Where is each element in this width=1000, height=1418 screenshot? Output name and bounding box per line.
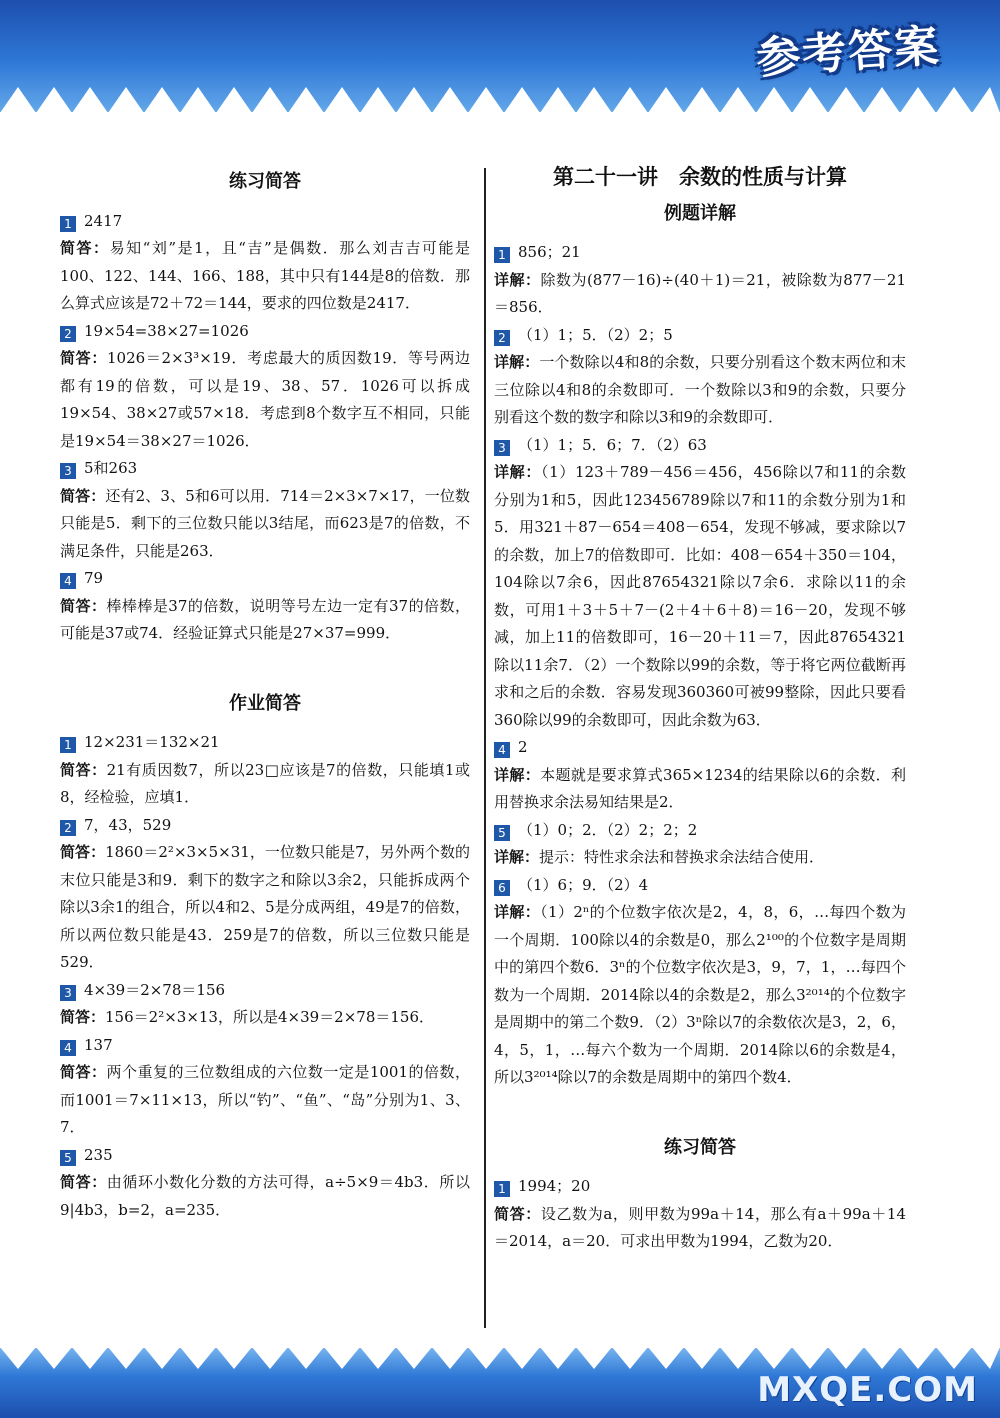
explanation-label: 简答： bbox=[60, 596, 107, 615]
explanation-text: 易知“刘”是1，且“吉”是偶数．那么刘吉吉可能是100、122、144、166、188，其中只有144是8的倍数．那么算式应该是72＋72＝144，要求的四位数是2417． bbox=[60, 239, 470, 312]
problem-number-badge: 3 bbox=[60, 463, 76, 479]
problem-answer: 12×231＝132×21 bbox=[84, 733, 220, 751]
explanation-label: 详解： bbox=[494, 353, 540, 371]
problem-answer: 2 bbox=[518, 738, 528, 756]
problem-item bbox=[60, 729, 470, 812]
lecture-title: 第二十一讲 余数的性质与计算 bbox=[553, 165, 847, 189]
problem-answer: 137 bbox=[84, 1035, 113, 1054]
explanation-text: 21有质因数7，所以23□应该是7的倍数，只能填1或8，经检验，应填1． bbox=[60, 760, 470, 806]
problem-number-badge: 1 bbox=[60, 216, 76, 232]
problem-number-badge: 6 bbox=[494, 880, 510, 896]
problem-item bbox=[494, 872, 906, 1092]
explanation-label: 详解： bbox=[494, 270, 541, 289]
problem-number-badge: 2 bbox=[494, 330, 510, 346]
problem-answer: 19×54=38×27=1026 bbox=[84, 321, 249, 340]
problem-answer: （1）1；5．（2）2；5 bbox=[518, 325, 673, 344]
problem-item bbox=[60, 1142, 470, 1225]
explanation-text: 1026＝2×3³×19．考虑最大的质因数19．等号两边都有19的倍数，可以是19、38、57．1026可以拆成19×54、38×27或57×18．考虑到8个数字互不相同，只能是19×54＝38×27＝1026． bbox=[60, 349, 470, 450]
explanation-text: 设乙数为a，则甲数为99a＋14，那么有a＋99a＋14＝2014，a＝20．可求出甲数为1994，乙数为20． bbox=[494, 1204, 906, 1250]
zigzag-border-top bbox=[0, 83, 1000, 113]
explanation-text: 还有2、3、5和6可以用．714＝2×3×7×17，一位数只能是5．剩下的三位数只能以3结尾，而623是7的倍数，不满足条件，只能是263． bbox=[60, 486, 470, 560]
section-title-examples: 例题详解 bbox=[664, 202, 736, 224]
column-divider bbox=[484, 168, 486, 1328]
section-title-practice: 练习简答 bbox=[229, 171, 301, 192]
problem-answer: 7，43，529 bbox=[84, 815, 172, 834]
explanation-label: 简答： bbox=[60, 843, 106, 861]
explanation-text: 1860＝2²×3×5×31，一位数只能是7，另外两个数的末位只能是3和9．剩下的数字之和除以3余2，只能拆成两个除以3余1的组合，所以4和2、5是分成两组，49是7的倍数，所以两位数只能是43．259是7的倍数，所以三位数只能是529． bbox=[60, 843, 470, 971]
problem-item bbox=[60, 208, 470, 318]
problem-number-badge: 4 bbox=[494, 742, 510, 758]
explanation-text: 提示：特性求余法和替换求余法结合使用． bbox=[539, 848, 825, 866]
explanation-label: 详解： bbox=[494, 765, 541, 784]
problem-item bbox=[494, 432, 906, 735]
problem-item bbox=[494, 1173, 906, 1256]
explanation-label: 简答： bbox=[60, 486, 106, 505]
footer-band bbox=[0, 1348, 1000, 1418]
problem-number-badge: 2 bbox=[60, 326, 76, 342]
problem-answer: （1）6；9．（2）4 bbox=[518, 875, 649, 894]
problem-number-badge: 3 bbox=[60, 985, 76, 1001]
problem-number-badge: 1 bbox=[60, 737, 76, 753]
explanation-label: 简答： bbox=[60, 349, 108, 367]
problem-item bbox=[494, 817, 906, 872]
problem-answer: 2417 bbox=[84, 211, 123, 230]
problem-number-badge: 5 bbox=[60, 1150, 76, 1166]
problem-answer: 4×39＝2×78＝156 bbox=[84, 980, 226, 999]
problem-item bbox=[60, 455, 470, 565]
problem-number-badge: 3 bbox=[494, 440, 510, 456]
problem-number-badge: 4 bbox=[60, 1040, 76, 1056]
problem-answer: （1）1；5．6；7．（2）63 bbox=[518, 435, 707, 454]
explanation-text: 除数为(877－16)÷(40＋1)＝21，被除数为877－21＝856． bbox=[494, 270, 906, 316]
explanation-label: 简答： bbox=[60, 760, 107, 779]
problem-answer: 79 bbox=[84, 569, 104, 587]
explanation-label: 简答： bbox=[60, 1173, 107, 1191]
explanation-text: 本题就是要求算式365×1234的结果除以6的余数．利用替换求余法易知结果是2． bbox=[494, 765, 906, 811]
problem-item bbox=[60, 1032, 470, 1142]
problem-number-badge: 1 bbox=[494, 247, 510, 263]
explanation-label: 详解： bbox=[494, 848, 540, 866]
problem-item bbox=[494, 734, 906, 817]
problem-answer: 5和263 bbox=[84, 459, 138, 477]
problem-number-badge: 4 bbox=[60, 573, 76, 589]
problem-number-badge: 1 bbox=[494, 1181, 510, 1197]
problem-item bbox=[60, 565, 470, 648]
explanation-label: 简答： bbox=[494, 1204, 541, 1223]
section-title-practice-2: 练习简答 bbox=[664, 1136, 736, 1158]
explanation-label: 简答： bbox=[60, 239, 110, 257]
problem-item bbox=[494, 239, 906, 322]
problem-answer: 235 bbox=[84, 1145, 113, 1164]
watermark-logo: MXQE.COM bbox=[757, 1370, 978, 1410]
problem-answer: 1994；20 bbox=[518, 1177, 591, 1195]
problem-item bbox=[60, 318, 470, 456]
section-title-homework: 作业简答 bbox=[229, 692, 301, 714]
explanation-text: （1）123＋789－456＝456，456除以7和11的余数分别为1和5，因此123456789除以7和11的余数分别为1和5．用321＋87－654＝408－654，发现不够减，要求除以7的余数，加上7的倍数即可．比如：408－654＋350＝104，104除以7余6，因此87654321除以7余6．求除以11的余数，可用1＋3＋5＋7－(2＋4＋6＋8)＝16－20，发现不够减，加上11的倍数即可，16－20＋11＝7，因此87654321除以11余7．（2）一个数除以99的余数，等于将它两位截断再求和之后的余数．容易发现360360可被99整除，因此只要看360除以99的余数即可，因此余数为63． bbox=[494, 463, 906, 729]
explanation-text: 棒棒棒是37的倍数，说明等号左边一定有37的倍数，可能是37或74．经验证算式只能是27×37=999． bbox=[60, 596, 470, 642]
right-column bbox=[494, 160, 906, 1256]
explanation-text: 156＝2²×3×13，所以是4×39＝2×78＝156． bbox=[105, 1008, 434, 1026]
page-header-title: 参考答案 bbox=[754, 20, 942, 85]
explanation-label: 简答： bbox=[60, 1008, 106, 1026]
explanation-text: 由循环小数化分数的方法可得，a÷5×9＝4b3．所以9|4b3，b=2，a=235． bbox=[60, 1173, 470, 1219]
header-band bbox=[0, 0, 1000, 112]
explanation-text: （1）2ⁿ的个位数字依次是2，4，8，6，…每四个数为一个周期．100除以4的余数是0，那么2¹⁰⁰的个位数字是周期中的第四个数6．3ⁿ的个位数字依次是3，9，7，1，…每四个数为一个周期．2014除以4的余数是2，那么3²⁰¹⁴的个位数字是周期中的第二个数9．（2）3ⁿ除以7的余数依次是3，2，6，4，5，1，…每六个数为一个周期．2014除以6的余数是4，所以3²⁰¹⁴除以7的余数是周期中的第四个数4． bbox=[494, 903, 906, 1086]
problem-answer: 856；21 bbox=[518, 243, 581, 261]
explanation-text: 两个重复的三位数组成的六位数一定是1001的倍数，而1001＝7×11×13，所以“钓”、“鱼”、“岛”分别为1、3、7． bbox=[60, 1063, 470, 1136]
explanation-text: 一个数除以4和8的余数，只要分别看这个数末两位和末三位除以4和8的余数即可．一个数除以3和9的余数，只要分别看这个数的数字和除以3和9的余数即可． bbox=[494, 353, 906, 426]
problem-answer: （1）0；2．（2）2；2；2 bbox=[518, 820, 698, 839]
problem-item bbox=[60, 812, 470, 977]
explanation-label: 简答： bbox=[60, 1063, 107, 1081]
explanation-label: 详解： bbox=[494, 903, 541, 921]
explanation-label: 详解： bbox=[494, 463, 541, 481]
problem-number-badge: 5 bbox=[494, 825, 510, 841]
left-column bbox=[60, 160, 470, 1224]
problem-number-badge: 2 bbox=[60, 820, 76, 836]
problem-item bbox=[60, 977, 470, 1032]
problem-item bbox=[494, 322, 906, 432]
